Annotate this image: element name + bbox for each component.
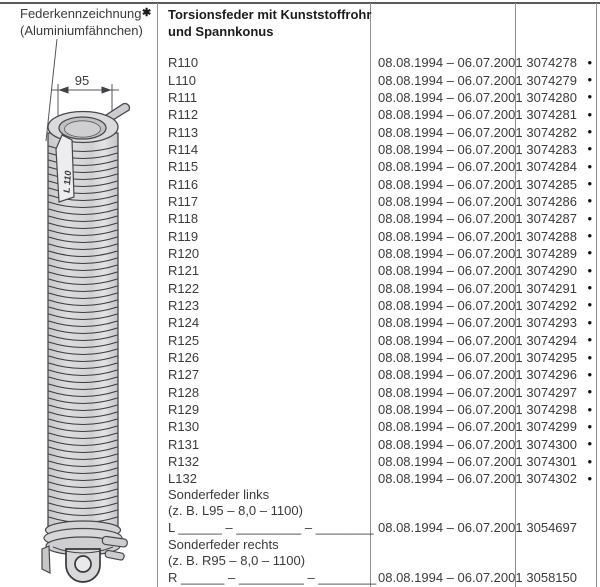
asterisk-marker: ✱ bbox=[142, 7, 152, 19]
table-row bbox=[157, 436, 597, 453]
table-header-line1: Torsionsfeder mit Kunststoffrohr bbox=[168, 7, 372, 22]
availability-bullet: • bbox=[587, 158, 592, 174]
availability-bullet: • bbox=[587, 106, 592, 122]
article-number: 3074290 bbox=[526, 263, 577, 279]
date-range: 08.08.1994 – 06.07.2001 bbox=[378, 350, 523, 366]
article-number-cell bbox=[515, 538, 596, 587]
article-number-cell bbox=[515, 385, 596, 400]
availability-bullet: • bbox=[587, 175, 592, 191]
date-range: 08.08.1994 – 06.07.2001 bbox=[378, 297, 523, 313]
special-title: Sonderfeder links bbox=[168, 486, 270, 502]
part-name: R122 bbox=[168, 280, 200, 296]
part-name: R113 bbox=[168, 124, 199, 140]
availability-bullet: • bbox=[587, 210, 592, 226]
part-name: R115 bbox=[168, 159, 199, 175]
date-range: 08.08.1994 – 06.07.2001 bbox=[378, 124, 523, 140]
special-table-row bbox=[157, 538, 597, 587]
article-number: 3074298 bbox=[526, 402, 577, 418]
table-row bbox=[157, 279, 597, 296]
date-range: 08.08.1994 – 06.07.2001 bbox=[378, 176, 523, 192]
availability-bullet: • bbox=[587, 470, 592, 486]
torsion-spring-illustration bbox=[0, 0, 157, 587]
date-range: 08.08.1994 – 06.07.2001 bbox=[378, 55, 523, 71]
table-row bbox=[157, 210, 597, 227]
article-number: 3074280 bbox=[526, 89, 577, 105]
article-number: 3074289 bbox=[526, 245, 577, 261]
table-row bbox=[157, 193, 597, 210]
article-number-cell bbox=[515, 194, 596, 209]
availability-bullet: • bbox=[587, 366, 592, 382]
date-range: 08.08.1994 – 06.07.2001 bbox=[378, 245, 523, 261]
article-number-cell bbox=[515, 177, 596, 192]
date-range: 08.08.1994 – 06.07.2001 bbox=[378, 419, 523, 435]
part-name: R131 bbox=[168, 436, 200, 452]
date-range: 08.08.1994 – 06.07.2001 bbox=[378, 193, 523, 209]
table-row bbox=[157, 332, 597, 349]
special-example: (z. B. R95 – 8,0 – 1100) bbox=[168, 553, 306, 569]
article-number-cell bbox=[515, 107, 596, 122]
article-number-cell bbox=[515, 454, 596, 469]
article-number: 3074301 bbox=[526, 454, 577, 470]
special-title: Sonderfeder rechts bbox=[168, 536, 279, 552]
article-number-cell bbox=[515, 350, 596, 365]
table-row bbox=[157, 453, 597, 470]
article-number-cell bbox=[515, 125, 596, 140]
availability-bullet: • bbox=[587, 384, 592, 400]
article-number-cell bbox=[515, 281, 596, 296]
article-number: 3074293 bbox=[526, 315, 577, 331]
special-blank-line: R ______ – _________ – ________ bbox=[168, 570, 377, 585]
article-number-cell bbox=[515, 263, 596, 278]
part-name: R110 bbox=[168, 55, 199, 71]
article-number: 3074299 bbox=[526, 419, 577, 435]
table-row bbox=[157, 175, 597, 192]
article-number-cell bbox=[515, 333, 596, 348]
table-row bbox=[157, 384, 597, 401]
article-number-cell bbox=[515, 488, 596, 538]
table-row bbox=[157, 418, 597, 435]
article-number: 3074285 bbox=[526, 176, 577, 192]
date-range: 08.08.1994 – 06.07.2001 bbox=[378, 471, 523, 487]
availability-bullet: • bbox=[587, 228, 592, 244]
table-row bbox=[157, 245, 597, 262]
availability-bullet: • bbox=[587, 89, 592, 105]
part-name: R121 bbox=[168, 263, 200, 279]
date-range: 08.08.1994 – 06.07.2001 bbox=[378, 569, 523, 585]
article-number: 3074284 bbox=[526, 159, 577, 175]
availability-bullet: • bbox=[587, 193, 592, 209]
article-number: 3074282 bbox=[526, 124, 577, 140]
table-row bbox=[157, 54, 597, 71]
article-number-cell bbox=[515, 402, 596, 417]
article-number-cell bbox=[515, 298, 596, 313]
date-range: 08.08.1994 – 06.07.2001 bbox=[378, 107, 523, 123]
spring-marking-label-line1: Federkennzeichnung bbox=[20, 6, 142, 21]
date-range: 08.08.1994 – 06.07.2001 bbox=[378, 141, 523, 157]
article-number: 3074286 bbox=[526, 193, 577, 209]
date-range: 08.08.1994 – 06.07.2001 bbox=[378, 402, 523, 418]
part-name: R112 bbox=[168, 107, 199, 123]
table-row bbox=[157, 71, 597, 88]
part-name: L110 bbox=[168, 72, 196, 88]
cone-bracket-hole bbox=[75, 556, 91, 572]
article-number: 3054697 bbox=[526, 519, 577, 535]
article-number-cell bbox=[515, 55, 596, 70]
article-number-cell bbox=[515, 90, 596, 105]
availability-bullet: • bbox=[587, 401, 592, 417]
article-number: 3074291 bbox=[526, 280, 577, 296]
table-row bbox=[157, 262, 597, 279]
table-row bbox=[157, 106, 597, 123]
special-table-row bbox=[157, 488, 597, 538]
availability-bullet: • bbox=[587, 418, 592, 434]
article-number-cell bbox=[515, 367, 596, 382]
table-header bbox=[168, 7, 371, 40]
part-name: R116 bbox=[168, 176, 199, 192]
spring-tube-bore bbox=[65, 121, 101, 137]
table-row bbox=[157, 366, 597, 383]
availability-bullet: • bbox=[587, 297, 592, 313]
date-range: 08.08.1994 – 06.07.2001 bbox=[378, 384, 523, 400]
availability-bullet: • bbox=[587, 436, 592, 452]
special-example: (z. B. L95 – 8,0 – 1100) bbox=[168, 503, 303, 519]
availability-bullet: • bbox=[587, 141, 592, 157]
part-name: R126 bbox=[168, 350, 200, 366]
flag-marking-text: L 110 bbox=[61, 170, 74, 194]
part-name: R124 bbox=[168, 315, 200, 331]
article-number: 3074279 bbox=[526, 72, 577, 88]
availability-bullet: • bbox=[587, 54, 592, 70]
special-name-cell bbox=[157, 536, 377, 587]
availability-bullet: • bbox=[587, 349, 592, 365]
availability-bullet: • bbox=[587, 123, 592, 139]
table-row bbox=[157, 227, 597, 244]
article-number-cell bbox=[515, 315, 596, 330]
aluminium-flag bbox=[56, 135, 74, 202]
dimension-value: 95 bbox=[74, 73, 90, 88]
availability-bullet: • bbox=[587, 245, 592, 261]
article-number: 3074294 bbox=[526, 332, 577, 348]
article-number: 3074292 bbox=[526, 297, 577, 313]
part-name: R128 bbox=[168, 384, 200, 400]
part-name: R125 bbox=[168, 332, 200, 348]
part-name: R111 bbox=[168, 89, 198, 105]
dimension-arrow-left bbox=[59, 86, 69, 93]
article-number: 3074278 bbox=[526, 55, 577, 71]
table-row bbox=[157, 158, 597, 175]
article-number: 3074297 bbox=[526, 384, 577, 400]
article-number: 3074281 bbox=[526, 107, 577, 123]
table-header-line2: und Spannkonus bbox=[168, 23, 274, 39]
table-row bbox=[157, 89, 597, 106]
table-row bbox=[157, 401, 597, 418]
date-range: 08.08.1994 – 06.07.2001 bbox=[378, 263, 523, 279]
date-range: 08.08.1994 – 06.07.2001 bbox=[378, 280, 523, 296]
date-range: 08.08.1994 – 06.07.2001 bbox=[378, 332, 523, 348]
date-range: 08.08.1994 – 06.07.2001 bbox=[378, 367, 523, 383]
part-name: L132 bbox=[168, 471, 197, 487]
dimension-arrow-right bbox=[102, 86, 112, 93]
date-range: 08.08.1994 – 06.07.2001 bbox=[378, 315, 523, 331]
article-number: 3074302 bbox=[526, 471, 577, 487]
article-number: 3074300 bbox=[526, 436, 577, 452]
part-name: R132 bbox=[168, 454, 200, 470]
article-number-cell bbox=[515, 142, 596, 157]
part-name: R127 bbox=[168, 367, 200, 383]
article-number-cell bbox=[515, 471, 596, 486]
article-number: 3074287 bbox=[526, 211, 577, 227]
article-number: 3074295 bbox=[526, 350, 577, 366]
date-range: 08.08.1994 – 06.07.2001 bbox=[378, 211, 523, 227]
availability-bullet: • bbox=[587, 314, 592, 330]
part-name: R123 bbox=[168, 297, 200, 313]
part-name: R129 bbox=[168, 402, 200, 418]
date-range: 08.08.1994 – 06.07.2001 bbox=[378, 436, 523, 452]
parts-table-body bbox=[157, 54, 597, 587]
part-name: R120 bbox=[168, 245, 200, 261]
table-row bbox=[157, 123, 597, 140]
table-row bbox=[157, 297, 597, 314]
availability-bullet: • bbox=[587, 71, 592, 87]
special-name-cell bbox=[157, 486, 374, 538]
article-number-cell bbox=[515, 246, 596, 261]
part-name: R119 bbox=[168, 228, 199, 244]
table-row bbox=[157, 470, 597, 487]
part-name: R114 bbox=[168, 141, 199, 157]
article-number-cell bbox=[515, 159, 596, 174]
availability-bullet: • bbox=[587, 262, 592, 278]
availability-bullet: • bbox=[587, 280, 592, 296]
table-row bbox=[157, 314, 597, 331]
special-blank-line: L ______ – _________ – ________ bbox=[168, 520, 374, 535]
spring-marking-label-line2: (Aluminiumfähnchen) bbox=[20, 22, 143, 38]
cone-flange bbox=[42, 546, 50, 573]
availability-bullet: • bbox=[587, 332, 592, 348]
article-number-cell bbox=[515, 211, 596, 226]
availability-bullet: • bbox=[587, 453, 592, 469]
date-range: 08.08.1994 – 06.07.2001 bbox=[378, 72, 523, 88]
date-range: 08.08.1994 – 06.07.2001 bbox=[378, 159, 523, 175]
article-number: 3058150 bbox=[526, 569, 577, 585]
article-number: 3074296 bbox=[526, 367, 577, 383]
table-row bbox=[157, 349, 597, 366]
date-range: 08.08.1994 – 06.07.2001 bbox=[378, 89, 523, 105]
part-name: R117 bbox=[168, 193, 199, 209]
article-number-cell bbox=[515, 419, 596, 434]
date-range: 08.08.1994 – 06.07.2001 bbox=[378, 519, 523, 535]
article-number-cell bbox=[515, 437, 596, 452]
article-number-cell bbox=[515, 73, 596, 88]
article-number: 3074288 bbox=[526, 228, 577, 244]
table-row bbox=[157, 141, 597, 158]
article-number-cell bbox=[515, 229, 596, 244]
part-name: R130 bbox=[168, 419, 200, 435]
date-range: 08.08.1994 – 06.07.2001 bbox=[378, 228, 523, 244]
part-name: R118 bbox=[168, 211, 199, 227]
tension-cone bbox=[42, 521, 128, 582]
article-number: 3074283 bbox=[526, 141, 577, 157]
date-range: 08.08.1994 – 06.07.2001 bbox=[378, 454, 523, 470]
